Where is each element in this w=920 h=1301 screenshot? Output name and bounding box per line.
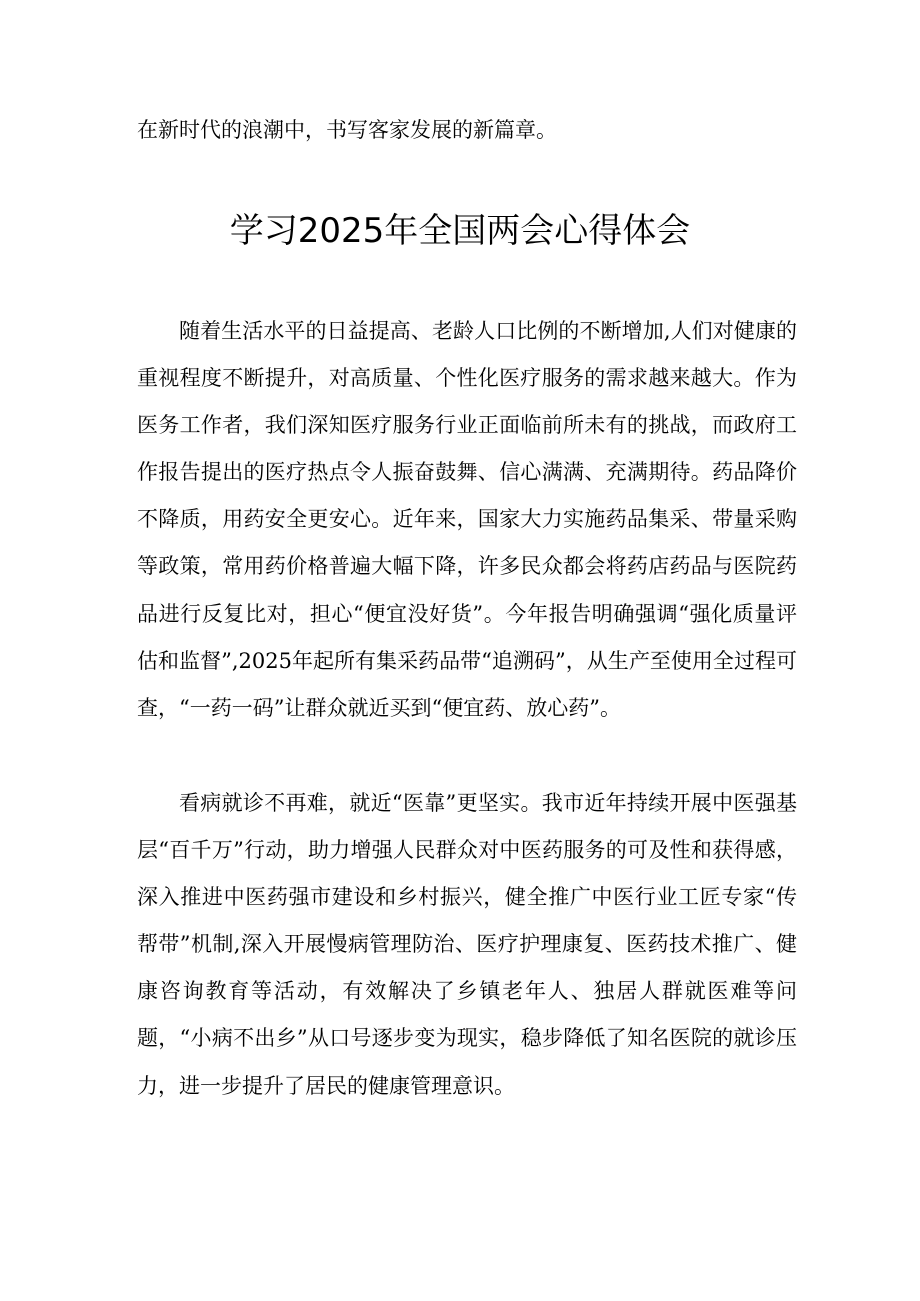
continuation-line: 在新时代的浪潮中，书写客家发展的新篇章。 — [137, 118, 557, 142]
document-title: 学习2025年全国两会心得体会 — [229, 211, 691, 251]
paragraph-1: 随着生活水平的日益提高、老龄人口比例的不断增加,人们对健康的重视程度不断提升，对高质量、个性化医疗服务的需求越来越大。作为医务工作者，我们深知医疗服务行业正面临前所未有的挑战，而政府工作报告提出的医疗热点令人振奋鼓舞、信心满满、充满期待。药品降价不降质，用药安全更安心。近年来，国家大力实施药品集采、带量采购等政策，常用药价格普遍大幅下降，许多民众都会将药店药品与医院药品进行反复比对，担心“便宜没好货”。今年报告明确强调“强化质量评估和监督”,2025年起所有集采药品带“追溯码”，从生产至使用全过程可查，“一药一码”让群众就近买到“便宜药、放心药”。 — [137, 319, 797, 720]
paragraph-2: 看病就诊不再难，就近“医靠”更坚实。我市近年持续开展中医强基层“百千万”行动，助力增强人民群众对中医药服务的可及性和获得感，深入推进中医药强市建设和乡村振兴，健全推广中医行业工匠专家“传帮带”机制,深入开展慢病管理防治、医疗护理康复、医药技术推广、健康咨询教育等活动，有效解决了乡镇老年人、独居人群就医难等问题，“小病不出乡”从口号逐步变为现实，稳步降低了知名医院的就诊压力，进一步提升了居民的健康管理意识。 — [137, 791, 797, 1098]
